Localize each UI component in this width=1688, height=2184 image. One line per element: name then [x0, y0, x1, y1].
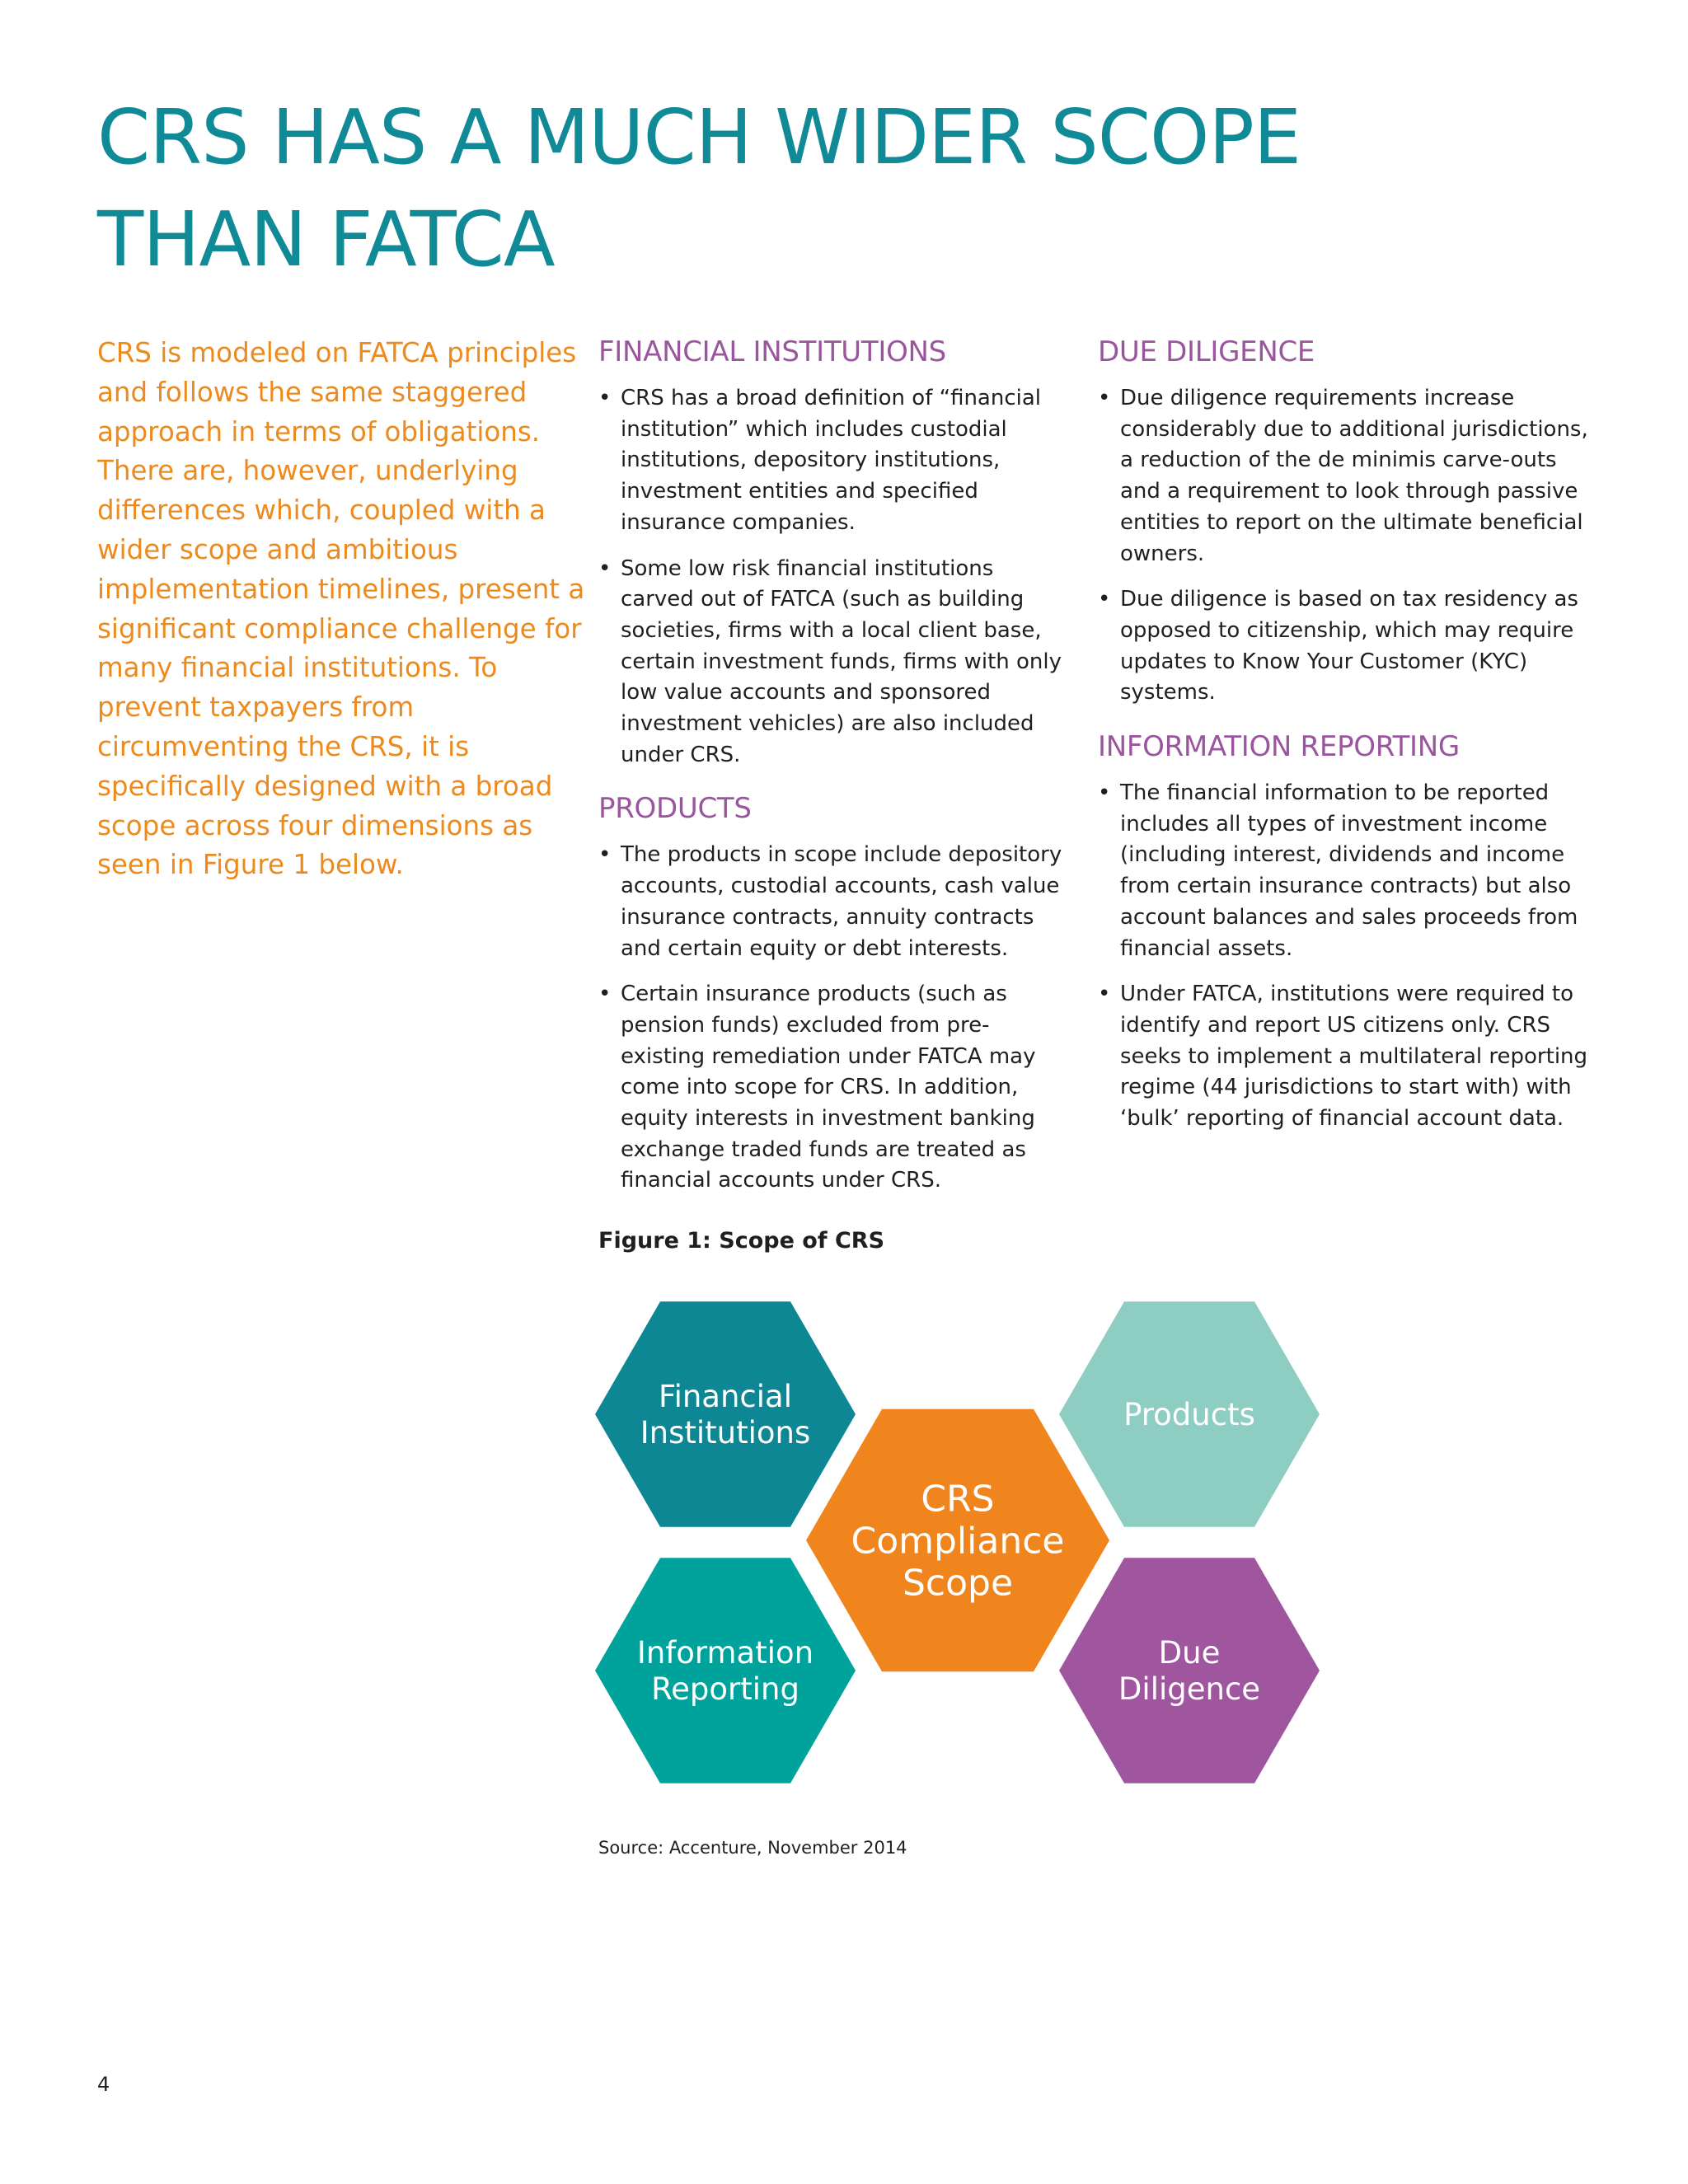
hexagon-label: Products: [1123, 1397, 1255, 1432]
hexagon-label: Diligence: [1118, 1671, 1261, 1707]
section-heading: FINANCIAL INSTITUTIONS: [598, 335, 946, 368]
figure-source: Source: Accenture, November 2014: [598, 1838, 907, 1858]
hexagon-label: CRS: [921, 1478, 995, 1521]
hexagon-label: Information: [636, 1635, 814, 1671]
hexagon-information-reporting: [595, 1558, 856, 1783]
page-title-line-2: THAN FATCA: [97, 195, 555, 284]
figure-caption: Figure 1: Scope of CRS: [598, 1228, 885, 1254]
hexagon-due-diligence: [1059, 1558, 1320, 1783]
list-item: • Due diligence requirements increase considerably due to additional jurisdictions, a reduction of the de minimis carve-outs and a requirement to look through passive entities to report on the ultimate beneficial owners.: [1098, 383, 1592, 569]
list-item: • Certain insurance products (such as pension funds) excluded from pre-existing remediation under FATCA may come into scope for CRS. In addition, equity interests in investment banking exchange traded funds are treated as financial accounts under CRS.: [598, 979, 1068, 1197]
hexagon-products: [1059, 1301, 1320, 1527]
list-item: • The financial information to be reported includes all types of investment income (including interest, dividends and income from certain insurance contracts) but also account balances and sales proceeds from financial assets.: [1098, 778, 1592, 964]
page-title-line-1: CRS HAS A MUCH WIDER SCOPE: [97, 93, 1301, 181]
list-item: • CRS has a broad definition of “financial institution” which includes custodial institutions, depository institutions, investment entities and specified insurance companies.: [598, 383, 1068, 539]
section-heading: DUE DILIGENCE: [1098, 335, 1315, 368]
hexagon-label: Financial: [658, 1379, 793, 1414]
hexagon-label: Reporting: [651, 1671, 799, 1707]
section-heading: INFORMATION REPORTING: [1098, 730, 1460, 764]
section-heading: PRODUCTS: [598, 792, 752, 826]
hexagon-shape: [595, 1301, 856, 1527]
list-item: • Due diligence is based on tax residency as opposed to citizenship, which may require updates to Know Your Customer (KYC) systems.: [1098, 584, 1592, 709]
list-item: • Under FATCA, institutions were required to identify and report US citizens only. CRS seeks to implement a multilateral reporting regime (44 jurisdictions to start with) with ‘bulk’ reporting of financial account data.: [1098, 979, 1592, 1135]
hexagon-label: Compliance: [851, 1520, 1065, 1563]
page-number: 4: [97, 2073, 110, 2096]
list-item: • Some low risk financial institutions carved out of FATCA (such as building societies, firms with a local client base, certain investment funds, firms with only low value accounts and sponsored investment vehicles) are also included under CRS.: [598, 554, 1068, 771]
hexagon-financial-institutions: [595, 1301, 856, 1527]
hexagon-label: Due: [1158, 1635, 1221, 1671]
hexagon-crs-compliance-scope: [806, 1409, 1109, 1672]
list-item: • The products in scope include depository accounts, custodial accounts, cash value insurance contracts, annuity contracts and certain equity or debt interests.: [598, 840, 1068, 964]
hexagon-label: Scope: [902, 1562, 1014, 1605]
intro-paragraph: CRS is modeled on FATCA principles and follows the same staggered approach in terms of obligations. There are, however, underlying differences which, coupled with a wider scope and ambitious implementation timelines, present a significant compliance challenge for many financial institutions. To prevent taxpayers from circumventing the CRS, it is specifically designed with a broad scope across four dimensions as seen in Figure 1 below.: [97, 337, 585, 881]
hexagon-label: Institutions: [640, 1415, 811, 1451]
